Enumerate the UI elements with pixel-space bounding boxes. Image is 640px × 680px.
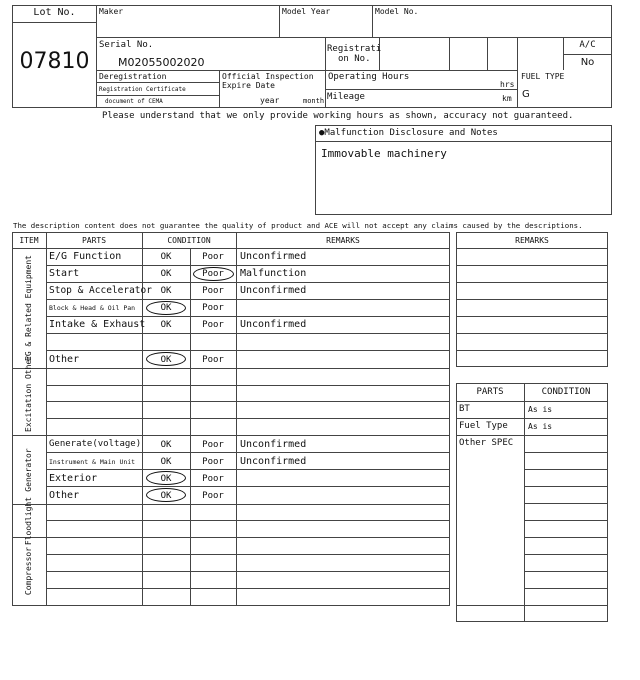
section-generator-label: Generator: [24, 448, 33, 492]
section-floodlight-label: Floodlight: [24, 496, 33, 546]
poor-option: Poor: [202, 474, 224, 484]
km-label: km: [502, 94, 512, 103]
part-label: Stop & Accelerator: [49, 285, 152, 296]
spec-parts-header: PARTS: [476, 387, 504, 397]
ok-option: OK: [160, 474, 172, 484]
disclaimer: The description content does not guarantee the quality of product and ACE will not accept any claims caused by the descriptions.: [13, 221, 583, 230]
poor-option: Poor: [202, 491, 224, 501]
spec-bt-value: As is: [528, 405, 553, 414]
operating-hours-label: Operating Hours: [328, 72, 410, 82]
month-label: month: [303, 97, 325, 105]
part-label: Other: [49, 354, 80, 365]
header-remarks-right: REMARKS: [515, 236, 549, 245]
ok-option: OK: [160, 320, 172, 330]
hrs-label: hrs: [500, 80, 515, 89]
remark-text: Malfunction: [240, 268, 307, 279]
ac-label: A/C: [579, 40, 596, 50]
ok-selected-circle: [146, 352, 186, 366]
ac-value: No: [580, 57, 595, 68]
registration-no-label-1: Registrati: [327, 44, 382, 54]
registration-no-label-2: on No.: [338, 54, 371, 64]
lot-no-value: 07810: [19, 49, 90, 74]
official-inspection-label-1: Official Inspection: [222, 72, 314, 81]
lot-no-label: Lot No.: [33, 7, 76, 18]
part-label: Intake & Exhaust: [49, 319, 146, 330]
ok-option: OK: [160, 303, 172, 313]
part-label: Start: [49, 268, 80, 279]
ok-selected-circle: [146, 488, 186, 502]
ok-option: OK: [160, 457, 172, 467]
mileage-label: Mileage: [327, 92, 365, 102]
header-condition: CONDITION: [167, 236, 211, 245]
part-label: Block & Head & Oil Pan: [49, 304, 136, 312]
malfunction-text: Immovable machinery: [321, 147, 447, 160]
document-of-cema-label: document of CEMA: [105, 98, 163, 105]
poor-option: Poor: [202, 269, 224, 279]
section-eg-label: EG & Related Equipment: [24, 255, 33, 361]
model-no-label: Model No.: [375, 7, 419, 16]
section-compressor-label: Compressor: [24, 546, 33, 596]
registration-certificate-label: Registration Certificate: [99, 86, 186, 93]
part-label: Other: [49, 490, 80, 501]
spec-other-label: Other SPEC: [459, 438, 514, 448]
ok-option: OK: [160, 252, 172, 262]
poor-option: Poor: [202, 355, 224, 365]
remark-text: Unconfirmed: [240, 319, 307, 330]
poor-option: Poor: [202, 457, 224, 467]
section-excitation-label: Excitation Other: [24, 354, 33, 432]
fuel-type-value: G: [522, 89, 530, 100]
remark-text: Unconfirmed: [240, 439, 307, 450]
poor-option: Poor: [202, 286, 224, 296]
remark-text: Unconfirmed: [240, 251, 307, 262]
deregistration-label: Deregistration: [99, 72, 167, 81]
header-parts: PARTS: [81, 236, 107, 245]
poor-option: Poor: [202, 440, 224, 450]
ok-selected-circle: [146, 471, 186, 485]
official-inspection-label-2: Expire Date: [222, 81, 275, 90]
spec-fuel-type-value: As is: [528, 422, 553, 431]
header-remarks: REMARKS: [326, 236, 360, 245]
part-label: E/G Function: [49, 251, 122, 262]
part-label: Instrument & Main Unit: [49, 458, 136, 466]
poor-option: Poor: [202, 303, 224, 313]
model-year-label: Model Year: [282, 7, 331, 16]
poor-option: Poor: [202, 320, 224, 330]
ok-option: OK: [160, 491, 172, 501]
ok-option: OK: [160, 269, 172, 279]
spec-bt-label: BT: [459, 404, 470, 414]
year-label: year: [260, 96, 280, 105]
malfunction-title: ●Malfunction Disclosure and Notes: [319, 128, 498, 138]
spec-condition-header: CONDITION: [541, 387, 591, 397]
working-hours-notice: Please understand that we only provide working hours as shown, accuracy not guaranteed.: [102, 111, 574, 121]
poor-option: Poor: [202, 252, 224, 262]
maker-label: Maker: [99, 7, 124, 16]
part-label: Exterior: [49, 473, 98, 484]
fuel-type-label: FUEL TYPE: [521, 72, 565, 81]
ok-option: OK: [160, 355, 172, 365]
serial-no-value: M02055002020: [118, 56, 205, 69]
remark-text: Unconfirmed: [240, 456, 307, 467]
serial-no-label: Serial No.: [99, 40, 154, 50]
ok-selected-circle: [146, 301, 186, 315]
header-item: ITEM: [19, 236, 39, 245]
ok-option: OK: [160, 440, 172, 450]
spec-fuel-type-label: Fuel Type: [459, 421, 508, 431]
poor-selected-circle: [193, 267, 234, 281]
ok-option: OK: [160, 286, 172, 296]
remark-text: Unconfirmed: [240, 285, 307, 296]
part-label: Generate(voltage): [49, 439, 142, 449]
